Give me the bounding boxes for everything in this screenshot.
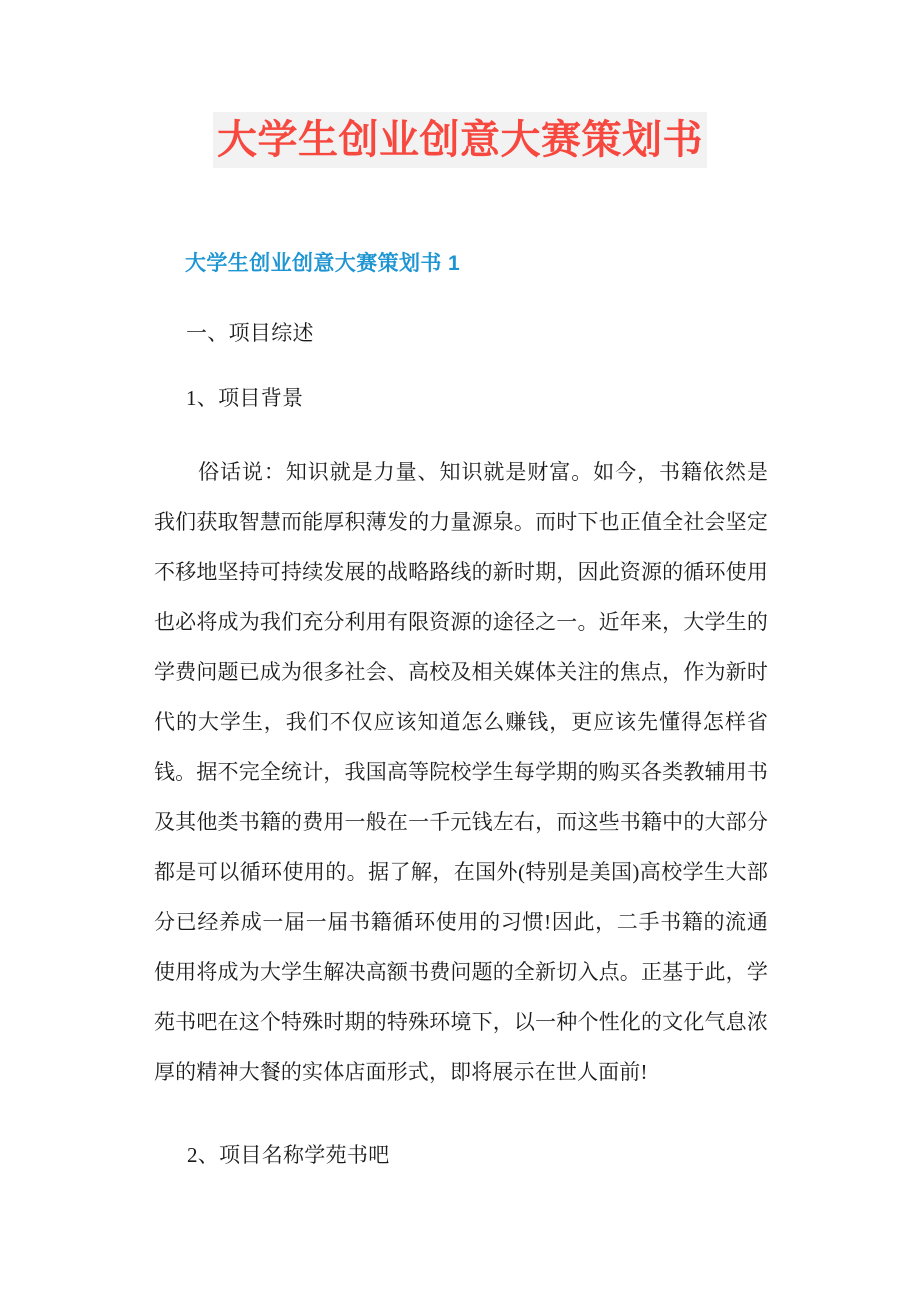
paragraph-project-background: 俗话说：知识就是力量、知识就是财富。如今，书籍依然是我们获取智慧而能厚积薄发的力量源泉。而时下也正值全社会坚定不移地坚持可持续发展的战略路线的新时期，因此资源的循环使用也必将成为我们充分利用有限资源的途径之一。近年来，大学生的学费问题已成为很多社会、高校及相关媒体关注的焦点，作为新时代的大学生，我们不仅应该知道怎么赚钱，更应该先懂得怎样省钱。据不完全统计，我国高等院校学生每学期的购买各类教辅用书及其他类书籍的费用一般在一千元钱左右，而这些书籍中的大部分都是可以循环使用的。据了解，在国外(特别是美国)高校学生大部分已经养成一届一届书籍循环使用的习惯!因此，二手书籍的流通使用将成为大学生解决高额书费问题的全新切入点。正基于此，学苑书吧在这个特殊时期的特殊环境下，以一种个性化的文化气息浓厚的精神大餐的实体店面形式，即将展示在世人面前!	[154, 460, 768, 1084]
document-sub-heading: 大学生创业创意大赛策划书 1	[185, 252, 461, 275]
section-heading-project-overview: 一、项目综述	[186, 321, 314, 345]
section-heading-project-background: 1、项目背景	[186, 386, 304, 410]
section-heading-project-name: 2、项目名称学苑书吧	[187, 1143, 390, 1167]
body-content	[154, 447, 768, 1097]
page-title: 大学生创业创意大赛策划书	[213, 112, 707, 168]
document-title-row	[0, 112, 920, 168]
